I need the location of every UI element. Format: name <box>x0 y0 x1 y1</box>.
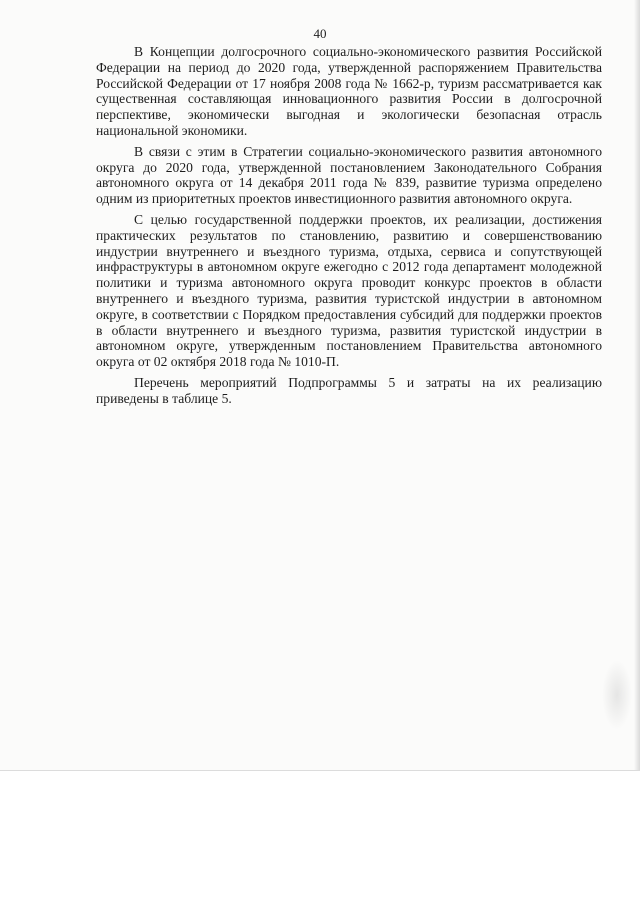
page-number: 40 <box>313 26 327 41</box>
scan-smudge <box>602 660 632 730</box>
paragraph-strategy: В связи с этим в Стратегии социально-экономического развития автономного округа до 2020 года, утвержденной постановлением Законодательного Собрания автономного округа от 14 декабря 2011 года № 839, развитие туризма определено одним из приоритетных проектов инвестиционного развития автономного округа. <box>96 143 602 207</box>
paragraph-support: С целью государственной поддержки проектов, их реализации, достижения практических результатов по становлению, развитию и совершенствованию индустрии внутреннего и въездного туризма, отдыха, сервиса и сопутствующей инфраструктуры в автономном округе ежегодно с 2012 года департамент молодежной политики и туризма автономного округа проводит конкурс проектов в области внутреннего и въездного туризма, развития туристской индустрии в автономном округе, в соответствии с Порядком предоставления субсидий для поддержки проектов в области внутреннего и въездного туризма, развития туристской индустрии в автономном округе, утвержденным постановлением Правительства автономного округа от 02 октября 2018 года № 1010-П. <box>96 211 602 370</box>
document-body <box>96 44 602 412</box>
paragraph-table-reference: Перечень мероприятий Подпрограммы 5 и затраты на их реализацию приведены в таблице 5. <box>96 374 602 406</box>
scan-shadow-edge <box>634 0 640 770</box>
paragraph-concept: В Концепции долгосрочного социально-экономического развития Российской Федерации на период до 2020 года, утвержденной распоряжением Правительства Российской Федерации от 17 ноября 2008 года № 1662-р, туризм рассматривается как существенная составляющая инновационного развития России в долгосрочной перспективе, экономически выгодная и экологически безопасная отрасль национальной экономики. <box>96 44 602 138</box>
